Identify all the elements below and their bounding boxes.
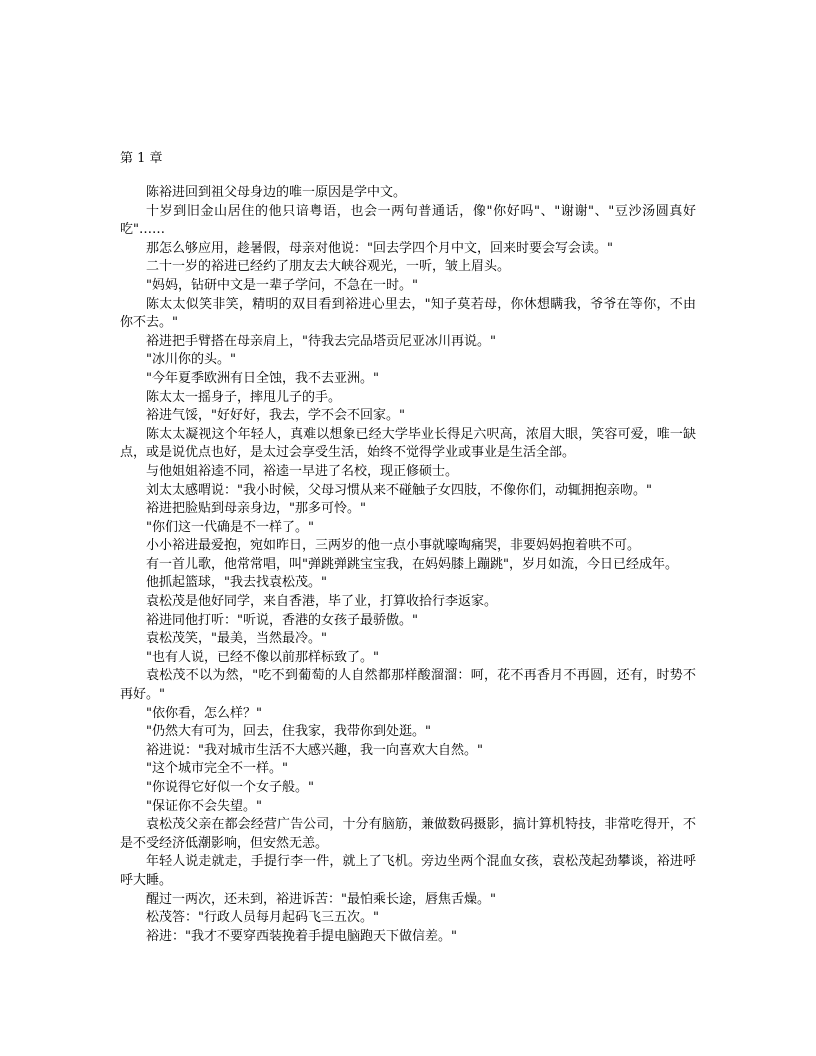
paragraph: 裕进把手臂搭在母亲肩上，"待我去完品塔贡尼亚冰川再说。" (146, 333, 496, 349)
paragraph: "妈妈，钻研中文是一辈子学问，不急在一时。" (146, 277, 418, 293)
paragraph: "仍然大有可为，回去，住我家，我带你到处逛。" (146, 724, 431, 740)
chapter-body (120, 184, 696, 946)
paragraph: 十岁到旧金山居住的他只谙粤语，也会一两句普通话，像"你好吗"、"谢谢"、"豆沙汤圆真好吃"…… (120, 203, 696, 238)
paragraph: 袁松茂父亲在都会经营广告公司，十分有脑筋，兼做数码摄影，搞计算机特技，非常吃得开，不是不受经济低潮影响，但安然无恙。 (120, 817, 696, 851)
paragraph: "你说得它好似一个女子般。" (146, 780, 314, 795)
paragraph: 裕进气馁，"好好好，我去，学不会不回家。" (146, 408, 405, 424)
paragraph: "冰川你的头。" (146, 352, 236, 368)
paragraph: "这个城市完全不一样。" (146, 761, 288, 777)
paragraph: 陈裕进回到祖父母身边的唯一原因是学中文。 (146, 185, 407, 200)
paragraph: 与他姐姐裕逵不同，裕逵一早进了名校，现正修硕士。 (146, 463, 459, 479)
paragraph: 他抓起篮球，"我去找袁松茂。" (146, 575, 327, 591)
paragraph: "保证你不会失望。" (146, 798, 262, 814)
paragraph: "也有人说，已经不像以前那样标致了。" (146, 649, 379, 665)
chapter-title: 第 1 章 (120, 151, 163, 166)
paragraph: 小小裕进最爱抱，宛如昨日，三两岁的他一点小事就嚎啕痛哭，非要妈妈抱着哄不可。 (146, 538, 641, 554)
paragraph: 裕进说："我对城市生活不大感兴趣，我一向喜欢大自然。" (146, 742, 483, 758)
paragraph: 袁松茂是他好同学，来自香港，毕了业，打算收拾行李返家。 (146, 594, 498, 610)
paragraph: 刘太太感喟说："我小时候，父母习惯从来不碰触子女四肢，不像你们，动辄拥抱亲吻。" (146, 482, 652, 498)
paragraph: 陈太太凝视这个年轻人，真难以想象已经大学毕业长得足六呎高，浓眉大眼，笑容可爱，唯一缺点，或是说优点也好，是太过会享受生活，始终不觉得学业或事业是生活全部。 (120, 426, 696, 461)
paragraph: 袁松茂不以为然，"吃不到葡萄的人自然都那样酸溜溜：呵，花不再香月不再圆，还有，时势不再好。" (120, 668, 696, 703)
paragraph: 有一首儿歌，他常常唱，叫"弹跳弹跳宝宝我，在妈妈膝上蹦跳"，岁月如流，今日已经成年。 (146, 556, 678, 572)
paragraph: 陈太太一摇身子，摔甩儿子的手。 (146, 389, 342, 405)
paragraph: 二十一岁的裕进已经约了朋友去大峡谷观光，一听，皱上眉头。 (146, 259, 511, 275)
paragraph: "你们这一代确是不一样了。" (146, 519, 314, 535)
paragraph: 醒过一两次，还未到，裕进诉苦："最怕乘长途，唇焦舌燥。" (146, 891, 496, 907)
paragraph: 袁松茂笑，"最美，当然最冷。" (146, 631, 327, 647)
paragraph: 裕进把脸贴到母亲身边，"那多可怜。" (146, 501, 366, 517)
paragraph: 裕进："我才不要穿西装挽着手提电脑跑天下做信差。" (146, 928, 457, 944)
paragraph: "今年夏季欧洲有日全蚀，我不去亚洲。" (146, 370, 379, 386)
paragraph: 裕进同他打听："听说，香港的女孩子最骄傲。" (146, 612, 418, 628)
paragraph: 那怎么够应用，趁暑假，母亲对他说："回去学四个月中文，回来时要会写会读。" (146, 240, 613, 256)
paragraph: "依你看，怎么样？" (146, 705, 262, 721)
paragraph: 陈太太似笑非笑，精明的双目看到裕进心里去，"知子莫若母，你休想瞒我，爷爷在等你，不由你不去。" (120, 296, 696, 331)
paragraph: 年轻人说走就走，手提行李一件，就上了飞机。旁边坐两个混血女孩，袁松茂起劲攀谈，裕进呼呼大睡。 (120, 854, 696, 888)
paragraph: 松茂答："行政人员每月起码飞三五次。" (146, 910, 379, 926)
